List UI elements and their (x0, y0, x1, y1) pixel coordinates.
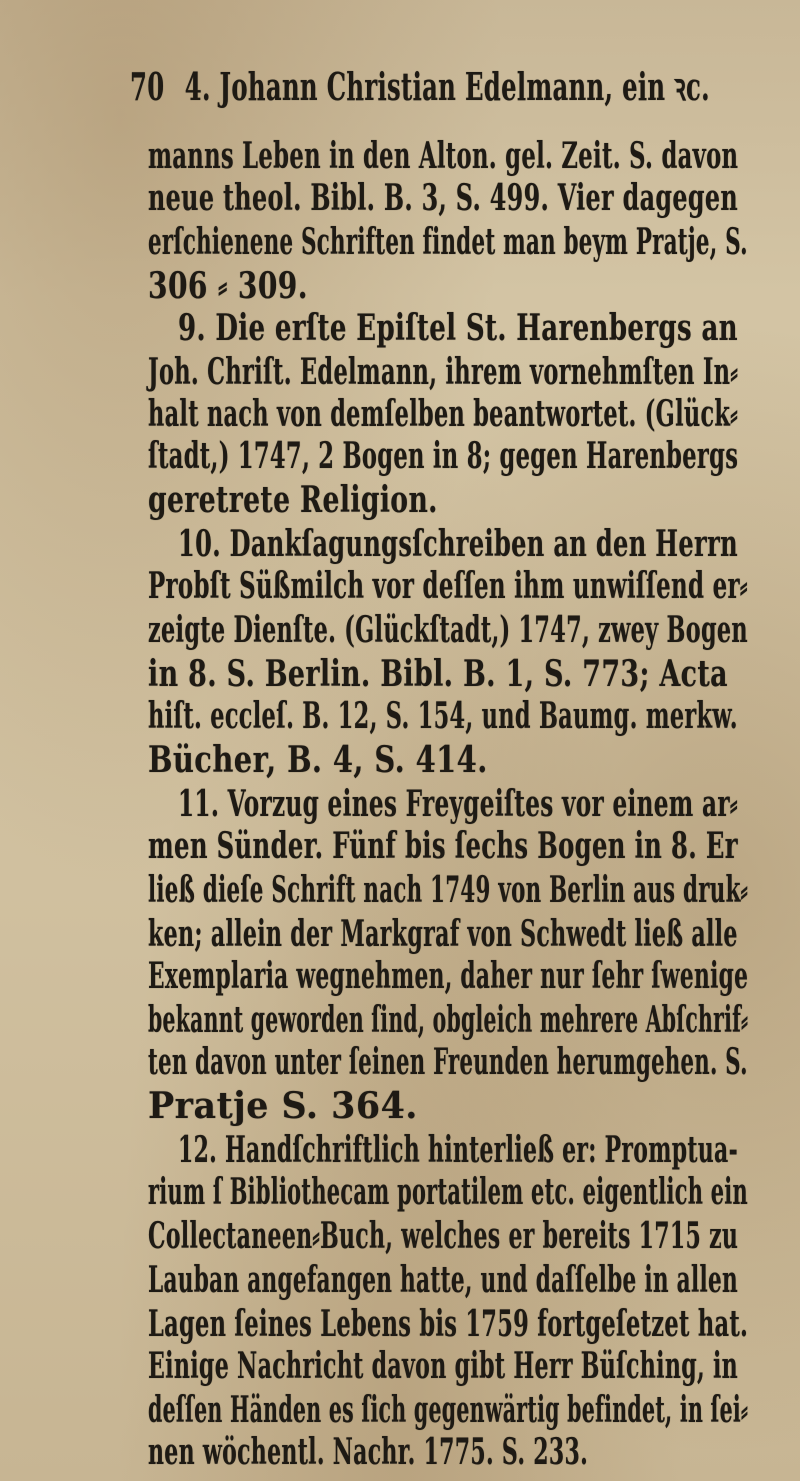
text-line: erſchienene Schriften findet man beym Pratje, S. (148, 221, 748, 263)
text-line: in 8. S. Berlin. Bibl. B. 1, S. 773; Acta (148, 653, 728, 695)
text-line: Joh. Chriſt. Edelmann, ihrem vornehmſten In⸗ (148, 351, 739, 393)
text-line: men Sünder. Fünf bis ſechs Bogen in 8. Er (148, 825, 738, 867)
text-line: ſtadt,) 1747, 2 Bogen in 8; gegen Harenbergs (148, 435, 739, 477)
text-line: Bücher, B. 4, S. 414. (148, 739, 488, 781)
text-line: Lauban angefangen hatte, und daſſelbe in allen (148, 1259, 738, 1301)
text-line: neue theol. Bibl. B. 3, S. 499. Vier dagegen (148, 177, 739, 219)
text-line: ten davon unter ſeinen Freunden herumgehen. S. (148, 1041, 748, 1083)
text-line: 12. Handſchriftlich hinterließ er: Promptua- (178, 1129, 738, 1171)
text-line: Probſt Süßmilch vor deſſen ihm unwiſſend er⸗ (148, 565, 748, 607)
text-line: Pratje S. 364. (148, 1085, 418, 1127)
text-line: Exemplaria wegnehmen, daher nur ſehr ſwenige (148, 955, 749, 997)
page-number: 70 (130, 64, 165, 109)
text-line: Lagen ſeines Lebens bis 1759 fortgeſetzet hat. (148, 1303, 749, 1345)
text-line: hiſt. eccleſ. B. 12, S. 154, und Baumg. merkw. (148, 695, 738, 737)
running-header (130, 64, 710, 109)
text-line: Einige Nachricht davon gibt Herr Büſching, in (148, 1345, 739, 1387)
text-line: ken; allein der Markgraf von Schwedt ließ alle (148, 913, 738, 955)
text-line: zeigte Dienſte. (Glückſtadt,) 1747, zwey Bogen (148, 609, 748, 651)
text-line: Collectaneen⸗Buch, welches er bereits 1715 zu (148, 1215, 739, 1257)
text-line: bekannt geworden ſind, obgleich mehrere Abſchrif⸗ (148, 999, 749, 1041)
text-line: deſſen Händen es ſich gegenwärtig befindet, in ſei⸗ (148, 1389, 749, 1431)
text-line: ließ dieſe Schrift nach 1749 von Berlin aus druk⸗ (148, 869, 749, 911)
text-line: rium ſ Bibliothecam portatilem etc. eigentlich ein (148, 1171, 748, 1213)
text-line: manns Leben in den Alton. gel. Zeit. S. davon (148, 135, 739, 177)
running-title: 4. Johann Christian Edelmann, ein ꝛc. (184, 64, 710, 109)
text-line: 11. Vorzug eines Freygeiſtes vor einem ar⸗ (178, 783, 738, 825)
text-line: halt nach von demſelben beantwortet. (Glück⸗ (148, 393, 738, 435)
text-line: geretrete Religion. (148, 479, 438, 521)
text-line: nen wöchentl. Nachr. 1775. S. 233. (148, 1431, 589, 1473)
text-line: 306 ⸗ 309. (148, 265, 308, 307)
text-line: 10. Dankſagungsſchreiben an den Herrn (178, 523, 738, 565)
text-line: 9. Die erſte Epiſtel St. Harenbergs an (178, 307, 738, 349)
